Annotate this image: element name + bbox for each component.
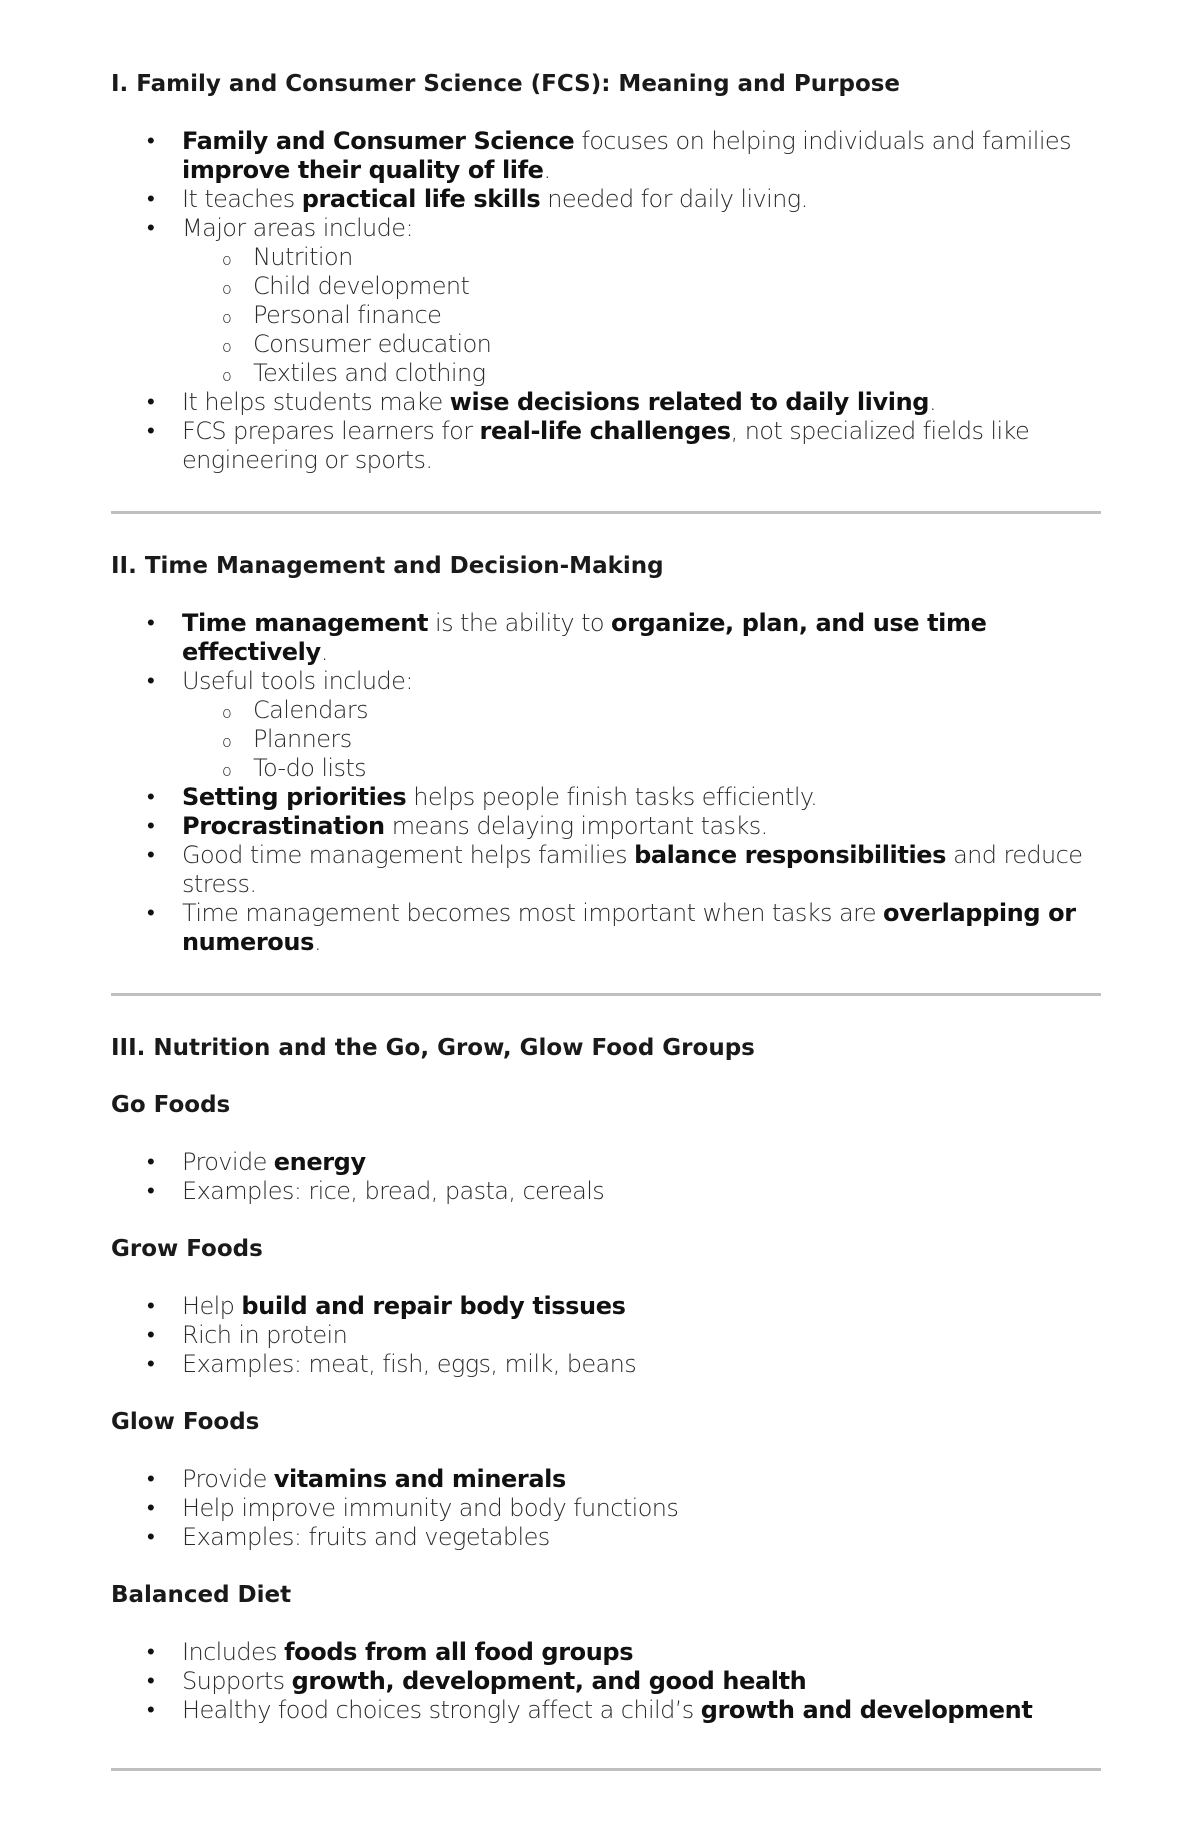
text: Useful tools include: xyxy=(182,667,413,695)
bold-text: balance responsibilities xyxy=(634,841,947,869)
bold-text: overlapping or numerous xyxy=(182,899,1076,956)
bold-text: foods from all food groups xyxy=(284,1638,634,1666)
food-group-title: Glow Foods xyxy=(111,1409,260,1435)
bold-text: wise decisions related to daily living xyxy=(449,388,930,416)
bold-text: Procrastination xyxy=(182,812,385,840)
list-item xyxy=(111,783,1101,812)
text: Time management becomes most important when tasks are xyxy=(182,899,884,927)
text: FCS prepares learners for xyxy=(182,417,480,445)
text: It helps students make xyxy=(182,388,450,416)
bold-text: growth, development, and good health xyxy=(291,1667,807,1695)
bullet-list xyxy=(111,1638,1101,1725)
text: , not specialized fields like engineering or sports. xyxy=(182,417,1030,474)
text: Provide xyxy=(182,1465,274,1493)
text: Examples: fruits and vegetables xyxy=(182,1523,550,1551)
text: . xyxy=(929,388,937,416)
list-item xyxy=(111,388,1101,417)
bold-text: organize, plan, and use time effectively xyxy=(182,609,987,666)
text: Major areas include: xyxy=(182,214,413,242)
food-group-title: Grow Foods xyxy=(111,1236,263,1262)
bold-text: real-life challenges xyxy=(479,417,731,445)
list-item xyxy=(111,185,1101,214)
section-title-fcs: I. Family and Consumer Science (FCS): Meaning and Purpose xyxy=(111,71,901,97)
text: . xyxy=(543,156,551,184)
list-item xyxy=(111,1292,1101,1321)
section-title-time-management: II. Time Management and Decision-Making xyxy=(111,553,664,579)
text: needed for daily living. xyxy=(540,185,808,213)
list-item xyxy=(111,127,1101,185)
food-group-title: Go Foods xyxy=(111,1092,231,1118)
text: Help xyxy=(182,1292,242,1320)
text: Rich in protein xyxy=(182,1321,348,1349)
list-item xyxy=(111,899,1101,957)
sub-list-item: o Child development xyxy=(182,272,1101,301)
list-item xyxy=(111,1148,1101,1177)
bullet-list xyxy=(111,1292,1101,1379)
list-item xyxy=(111,214,1101,243)
bullet-list xyxy=(111,1465,1101,1552)
text: Good time management helps families xyxy=(182,841,635,869)
bullet-list xyxy=(111,609,1101,957)
text: focuses on helping individuals and families xyxy=(574,127,1071,155)
bold-text: Setting priorities xyxy=(182,783,407,811)
text: Supports xyxy=(182,1667,292,1695)
list-item xyxy=(111,1523,1101,1552)
bold-text: practical life skills xyxy=(301,185,541,213)
section-divider xyxy=(111,1768,1101,1771)
list-item xyxy=(111,1638,1101,1667)
sub-list xyxy=(182,696,1101,783)
bold-text: energy xyxy=(273,1148,366,1176)
sub-list-item: o Personal finance xyxy=(182,301,1101,330)
list-item xyxy=(111,1494,1101,1523)
text: . xyxy=(313,928,321,956)
list-item xyxy=(111,1667,1101,1696)
section-title-nutrition: III. Nutrition and the Go, Grow, Glow Food Groups xyxy=(111,1035,755,1061)
text: Healthy food choices strongly affect a child’s xyxy=(182,1696,701,1724)
list-item xyxy=(111,1321,1101,1350)
bold-text: Family and Consumer Science xyxy=(182,127,575,155)
sub-list-item: o Consumer education xyxy=(182,330,1101,359)
text: It teaches xyxy=(182,185,302,213)
bold-text: growth and development xyxy=(700,1696,1033,1724)
bullet-list xyxy=(111,127,1101,475)
bold-text: vitamins and minerals xyxy=(273,1465,566,1493)
sub-list-item: o Planners xyxy=(182,725,1101,754)
text: Examples: meat, fish, eggs, milk, beans xyxy=(182,1350,637,1378)
sub-list-item: o To-do lists xyxy=(182,754,1101,783)
text: Examples: rice, bread, pasta, cereals xyxy=(182,1177,605,1205)
text: Provide xyxy=(182,1148,274,1176)
sub-list-item: o Textiles and clothing xyxy=(182,359,1101,388)
list-item xyxy=(111,1350,1101,1379)
sub-list xyxy=(182,243,1101,388)
list-item xyxy=(111,812,1101,841)
sub-list-item: o Nutrition xyxy=(182,243,1101,272)
text: is the ability to xyxy=(428,609,611,637)
text: and reduce stress. xyxy=(182,841,1083,898)
sub-list-item: o Calendars xyxy=(182,696,1101,725)
bold-text: build and repair body tissues xyxy=(241,1292,626,1320)
bold-text: Time management xyxy=(182,609,429,637)
bold-text: improve their quality of life xyxy=(182,156,544,184)
list-item xyxy=(111,417,1101,475)
text: Includes xyxy=(182,1638,285,1666)
bullet-list xyxy=(111,1148,1101,1206)
list-item xyxy=(111,1177,1101,1206)
food-group-title: Balanced Diet xyxy=(111,1582,292,1608)
list-item xyxy=(111,609,1101,667)
list-item xyxy=(111,841,1101,899)
document-page xyxy=(111,70,1101,1771)
text: . xyxy=(320,638,328,666)
list-item xyxy=(111,667,1101,696)
text: means delaying important tasks. xyxy=(384,812,768,840)
text: Help improve immunity and body functions xyxy=(182,1494,679,1522)
list-item xyxy=(111,1696,1101,1725)
list-item xyxy=(111,1465,1101,1494)
text: helps people finish tasks efficiently. xyxy=(406,783,818,811)
